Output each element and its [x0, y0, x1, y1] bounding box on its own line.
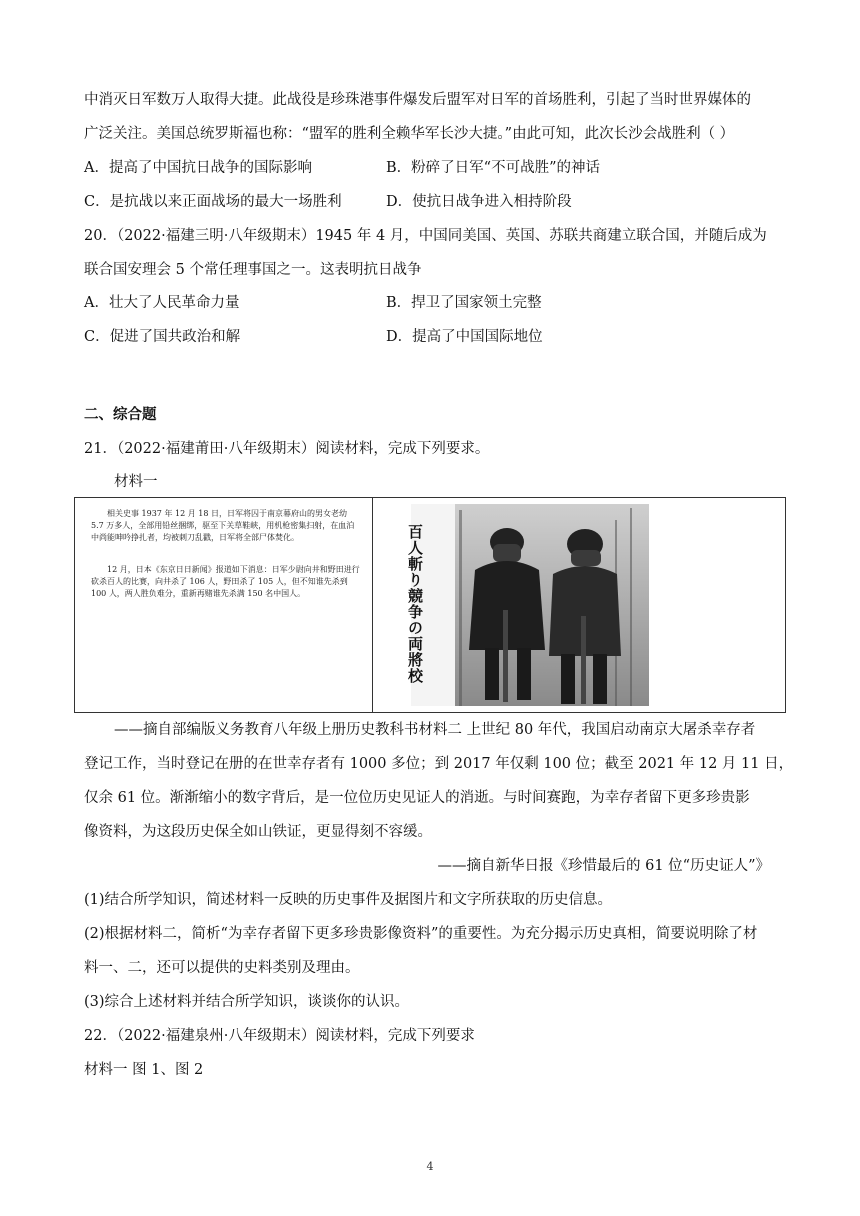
- q19-option-b: B．粉碎了日军“不可战胜”的神话: [386, 160, 600, 176]
- q21-subquestion-2-line-2: 料一、二，还可以提供的史料类别及理由。: [84, 960, 360, 976]
- q20-option-d: D．提高了中国国际地位: [386, 329, 543, 345]
- q20-stem-line-2: 联合国安理会 5 个常任理事国之一。这表明抗日战争: [84, 262, 422, 278]
- page-number: 4: [426, 1160, 434, 1173]
- material-one-text-panel: [75, 498, 373, 712]
- q20-option-b: B．捍卫了国家领土完整: [386, 295, 542, 311]
- q21-text-line-3: 仅余 61 位。渐渐缩小的数字背后，是一位位历史见证人的消逝。与时间赛跑，为幸存者留下更多珍贵影: [84, 790, 750, 806]
- q19-option-c: C．是抗战以来正面战场的最大一场胜利: [84, 194, 342, 210]
- q21-source-2: ——摘自新华日报《珍惜最后的 61 位“历史证人”》: [437, 858, 770, 874]
- q19-stem-line-1: 中消灭日军数万人取得大捷。此战役是珍珠港事件爆发后盟军对日军的首场胜利，引起了当时世界媒体的: [84, 92, 751, 108]
- material-one-text-para-1: 相关史事 1937 年 12 月 18 日，日军将囚于南京幕府山的男女老幼 5.7 万多人，全部用铅丝捆绑，驱至下关草鞋峡，用机枪密集扫射，在血泊中尚能呻吟挣扎者，均被刺刀乱戳，日军将全部尸体焚化。: [91, 509, 355, 542]
- q19-stem-line-2: 广泛关注。美国总统罗斯福也称：“盟军的胜利全赖华军长沙大捷。”由此可知，此次长沙会战胜利（ ）: [84, 126, 735, 142]
- q21-subquestion-1: (1)结合所学知识，简述材料一反映的历史事件及据图片和文字所获取的历史信息。: [84, 892, 613, 908]
- q19-option-d: D．使抗日战争进入相持阶段: [386, 194, 572, 210]
- newspaper-photo-two-officers: [375, 500, 785, 710]
- material-one-text-para-2: 12 月，日本《东京日日新闻》报道如下消息：日军少尉向井和野田进行砍杀百人的比赛，向井杀了 106 人，野田杀了 105 人，但不知谁先杀到 100 人，两人胜负难分，重新再赌谁先杀满 150 名中国人。: [91, 565, 360, 598]
- q19-option-a: A．提高了中国抗日战争的国际影响: [84, 160, 312, 176]
- q21-text-line-1: ——摘自部编版义务教育八年级上册历史教科书材料二 上世纪 80 年代，我国启动南京大屠杀幸存者: [114, 722, 756, 738]
- material-one-figure: [74, 497, 786, 713]
- q21-text-line-2: 登记工作，当时登记在册的在世幸存者有 1000 多位；到 2017 年仅剩 100 位；截至 2021 年 12 月 11 日，: [84, 756, 794, 772]
- q20-option-c: C．促进了国共政治和解: [84, 329, 241, 345]
- q21-subquestion-2-line-1: (2)根据材料二，简析“为幸存者留下更多珍贵影像资料”的重要性。为充分揭示历史真相，简要说明除了材: [84, 926, 758, 942]
- q21-stem: 21．（2022·福建莆田·八年级期末）阅读材料，完成下列要求。: [84, 441, 490, 457]
- photo-caption: 百人斬り競争の両將校: [406, 524, 424, 684]
- q21-material1-label: 材料一: [114, 474, 158, 490]
- q20-option-a: A．壮大了人民革命力量: [84, 295, 240, 311]
- q22-stem: 22．（2022·福建泉州·八年级期末）阅读材料，完成下列要求: [84, 1028, 475, 1044]
- section-title: 二、综合题: [84, 406, 157, 423]
- q20-stem-line-1: 20．（2022·福建三明·八年级期末）1945 年 4 月，中国同美国、英国、苏联共商建立联合国，并随后成为: [84, 228, 767, 244]
- q22-material-label: 材料一 图 1、图 2: [84, 1062, 204, 1078]
- q21-subquestion-3: (3)综合上述材料并结合所学知识，谈谈你的认识。: [84, 994, 410, 1010]
- q21-text-line-4: 像资料，为这段历史保全如山铁证，更显得刻不容缓。: [84, 824, 432, 840]
